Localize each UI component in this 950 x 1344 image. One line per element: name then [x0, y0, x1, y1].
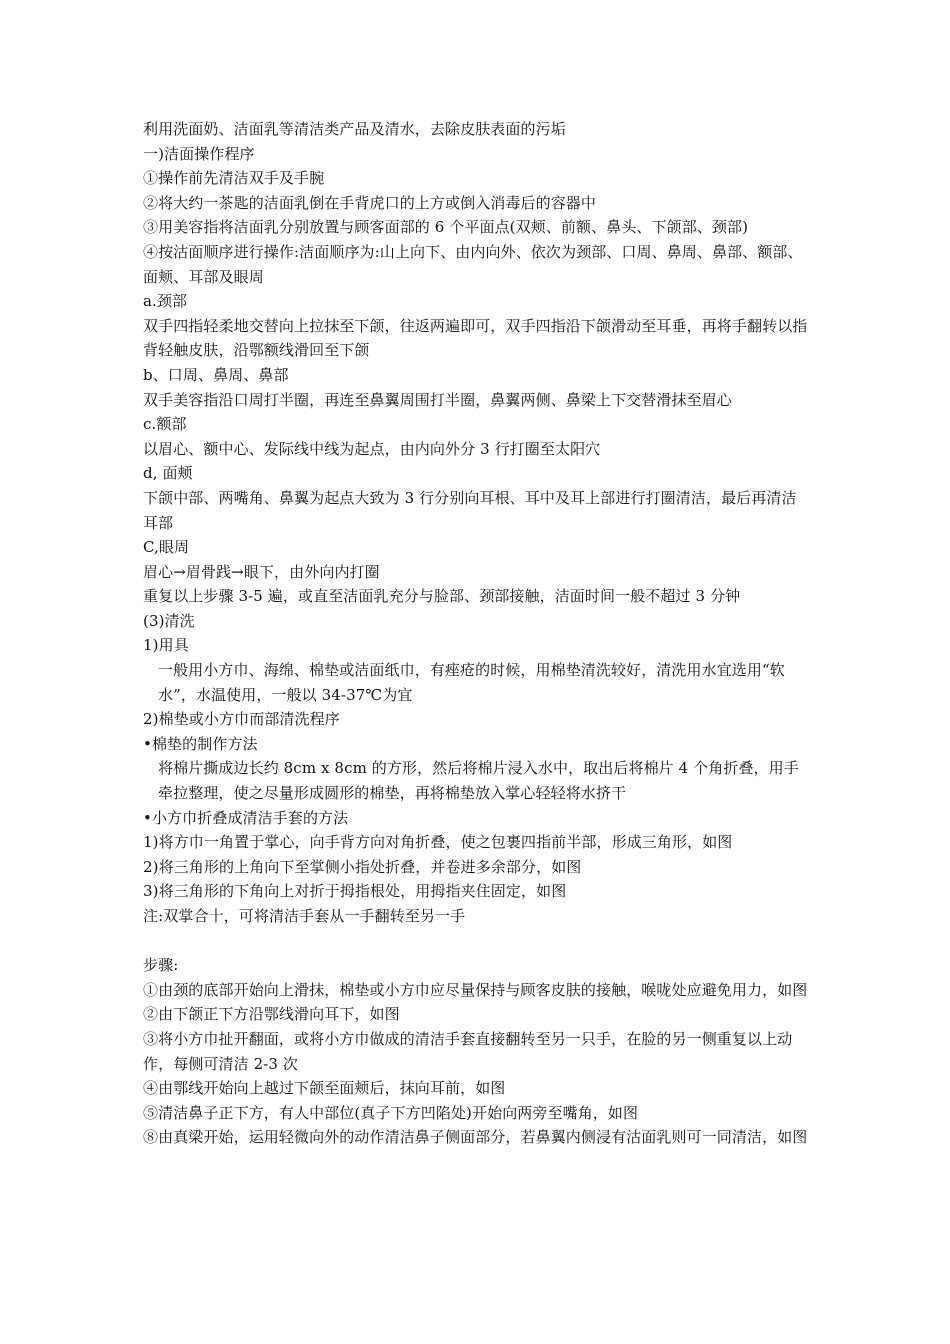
text-paragraph: ②将大约一茶匙的洁面乳倒在手背虎口的上方或倒入消毒后的容器中 [143, 193, 597, 212]
text-paragraph: a.颈部 [143, 292, 188, 311]
text-paragraph: ③用美容指将洁面乳分别放置与顾客面部的 6 个平面点(双颊、前额、鼻头、下颌部、颈部) [143, 218, 749, 237]
text-paragraph: •棉垫的制作方法 [143, 734, 258, 753]
text-paragraph: 注:双掌合十，可将清洁手套从一手翻转至另一手 [143, 907, 466, 925]
text-paragraph: 3)将三角形的下角向上对折于拇指根处，用拇指夹住固定，如图 [143, 882, 567, 901]
text-paragraph: 下颌中部、两嘴角、鼻翼为起点大致为 3 行分别向耳根、耳中及耳上部进行打圈清洁，最后再清洁耳部 [143, 488, 797, 532]
text-paragraph: b、口周、鼻周、鼻部 [143, 365, 289, 384]
text-paragraph: •小方巾折叠成清洁手套的方法 [143, 808, 349, 827]
text-paragraph: ④按沽面顺序进行操作:洁面顺序为:山上向下、由内向外、依次为颈部、口周、鼻周、鼻部、额部、面颊、耳部及眼周 [143, 242, 803, 286]
text-paragraph: 2)将三角形的上角向下至掌侧小指处折叠，并卷进多余部分，如图 [143, 857, 582, 876]
text-paragraph: ④由鄂线开始向上越过下颌至面颊后，抹向耳前，如图 [143, 1079, 506, 1098]
text-paragraph: 步骤: [143, 956, 179, 975]
blank-line [143, 929, 811, 954]
text-paragraph: ①操作前先清洁双手及手腕 [143, 169, 325, 188]
text-paragraph: (3)清洗 [143, 611, 195, 630]
text-paragraph: ②由下颌正下方沿鄂线滑向耳下，如图 [143, 1005, 400, 1024]
text-paragraph: 眉心→眉骨践→眼下，由外向内打圈 [143, 562, 380, 581]
text-paragraph: 双手美容指沿口周打半圈，再连至鼻翼周围打半圈，鼻翼两侧、鼻梁上下交替滑抹至眉心 [143, 390, 732, 409]
text-paragraph: 双手四指轻柔地交替向上拉抹至下颌，往返两遍即可，双手四指沿下颌滑动至耳垂，再将手翻转以指背轻触皮肤，沿鄂额线滑回至下颌 [143, 316, 808, 360]
text-paragraph: ⑧由真梁开始，运用轻微向外的动作清洁鼻子侧面部分，若鼻翼内侧浸有沽面乳则可一同清洁，如图 [143, 1128, 808, 1147]
text-paragraph: 1)用具 [143, 636, 189, 655]
text-paragraph: ③将小方巾扯开翻面，或将小方巾做成的清洁手套直接翻转至另一只手，在脸的另一侧重复以上动作，每侧可清洁 2-3 次 [143, 1029, 793, 1073]
text-paragraph: 2)棉垫或小方巾而部清洗程序 [143, 710, 340, 729]
text-paragraph: 重复以上步骤 3-5 遍，或直至洁面乳充分与脸部、颈部接触，洁面时间一般不超过 3 分钟 [143, 587, 741, 606]
text-paragraph: d, 面颊 [143, 464, 193, 483]
text-paragraph: ①由颈的底部开始向上滑抹，棉垫或小方巾应尽量保持与顾客皮肤的接触，喉咙处应避免用力，如图 [143, 980, 808, 999]
text-paragraph: 利用洗面奶、洁面乳等清洁类产品及清水，去除皮肤表面的污垢 [143, 120, 566, 138]
text-paragraph: 1)将方巾一角置于掌心，向手背方向对角折叠，使之包裹四指前半部，形成三角形，如图 [143, 833, 733, 852]
text-paragraph: 一)洁面操作程序 [143, 144, 255, 163]
text-paragraph: C,眼周 [143, 538, 190, 557]
text-paragraph: c.额部 [143, 415, 187, 434]
text-paragraph: 一般用小方巾、海绵、棉垫或洁面纸巾，有痤疮的时候，用棉垫清洗较好，清洗用水宜选用“软水”，水温使用，一般以 34-37℃为宜 [158, 661, 785, 704]
text-paragraph: 以眉心、额中心、发际线中线为起点，由内向外分 3 行打圈至太阳穴 [143, 439, 601, 458]
document-body [143, 117, 811, 1150]
text-paragraph: ⑤清洁鼻子正下方，有人中部位(真子下方凹陷处)开始向两旁至嘴角，如图 [143, 1103, 639, 1122]
text-paragraph: 将棉片撕成边长约 8cm x 8cm 的方形，然后将棉片浸入水中，取出后将棉片 4 个角折叠，用手牵拉整理，使之尽量形成圆形的棉垫，再将棉垫放入掌心轻轻将水挤干 [158, 759, 799, 803]
